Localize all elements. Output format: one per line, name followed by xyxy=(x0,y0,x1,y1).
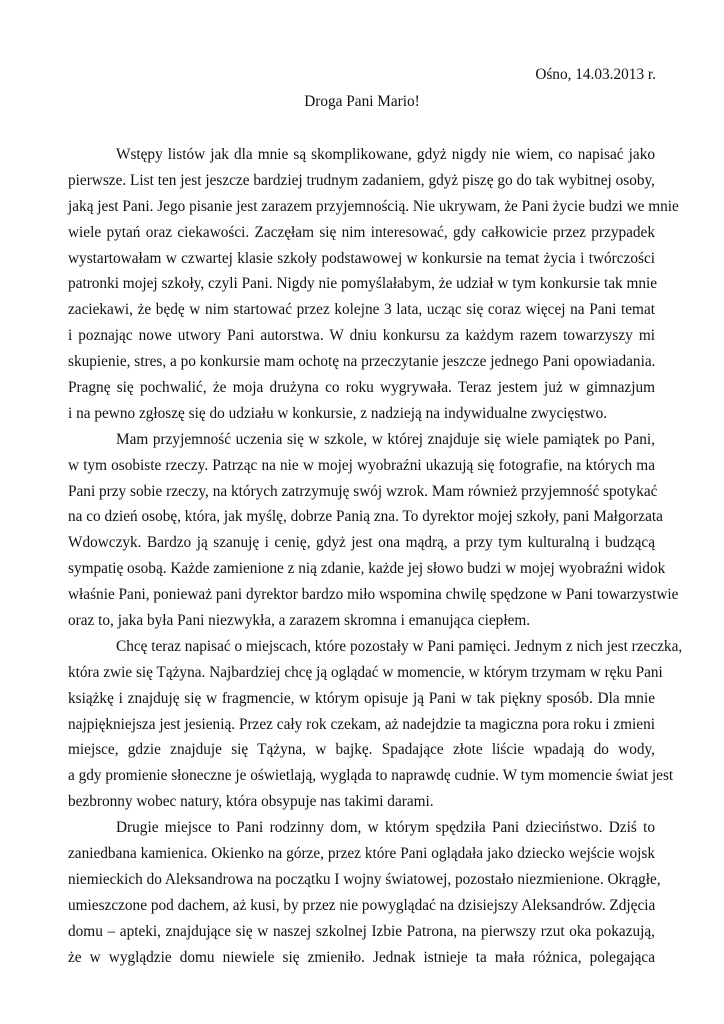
text-line: wystartowałam w czwartej klasie szkoły podstawowej w konkursie na temat życia i twórczości xyxy=(68,249,655,267)
text-line: jaką jest Pani. Jego pisanie jest zarazem przyjemnością. Nie ukrywam, że Pani życie budzi we mnie xyxy=(68,197,679,215)
text-line: że w wyglądzie domu niewiele się zmieniło. Jednak istnieje ta mała różnica, polegająca xyxy=(68,948,655,966)
text-line: skupienie, stres, a po konkursie mam ochotę na przeczytanie jeszcze jednego Pani opowiadania. xyxy=(68,353,656,371)
text-line: Pani przy sobie rzeczy, na których zatrzymuję swój wzrok. Mam również przyjemność spotykać xyxy=(68,482,658,500)
text-line: niemieckich do Aleksandrowa na początku I wojny światowej, pozostało niezmienione. Okrągłe, xyxy=(68,870,661,888)
text-line: bezbronny wobec natury, która obsypuje nas takimi darami. xyxy=(68,793,434,811)
paragraph xyxy=(68,634,683,815)
paragraph xyxy=(68,815,661,970)
text-line: książkę i znajduję się w fragmencie, w którym opisuje ją Pani w tak piękny sposób. Dla mnie xyxy=(68,689,655,707)
salutation: Droga Pani Mario! xyxy=(304,93,420,110)
text-line: sympatię osobą. Każde zamienione z nią zdanie, każde jej słowo budzi w mojej wyobraźni widok xyxy=(68,560,666,578)
text-line: która zwie się Tążyna. Najbardziej chcę ją oglądać w momencie, w którym trzymam w ręku Pani xyxy=(68,663,663,681)
text-line: pierwsze. List ten jest jeszcze bardziej trudnym zadaniem, gdyż piszę go do tak wybitnej osoby, xyxy=(68,171,655,189)
text-line: umieszczone pod dachem, aż kusi, by przez nie powyglądać na dzisiejszy Aleksandrów. Zdjęcia xyxy=(68,896,656,914)
text-line: Wstępy listów jak dla mnie są skomplikowane, gdyż nigdy nie wiem, co napisać jako xyxy=(116,146,655,163)
text-line: zaciekawi, że będę w nim startować przez kolejne 3 lata, ucząc się coraz więcej na Pani temat xyxy=(68,301,655,319)
text-line: wiele pytań oraz ciekawości. Zaczęłam się nim interesować, gdy całkowicie przez przypadek xyxy=(68,223,655,241)
letter-body xyxy=(68,142,683,971)
text-line: a gdy promienie słoneczne je oświetlają, wygląda to naprawdę cudnie. W tym momencie świat jest xyxy=(68,767,674,785)
text-line: w tym osobiste rzeczy. Patrząc na nie w mojej wyobraźni ukazują się fotografie, na których ma xyxy=(68,456,655,474)
text-line: najpiękniejsza jest jesienią. Przez cały rok czekam, aż nadejdzie ta magiczna pora roku i zmieni xyxy=(68,715,655,733)
text-line: i na pewno zgłoszę się do udziału w konkursie, z nadzieją na indywidualne zwycięstwo. xyxy=(68,404,608,422)
text-line: patronki mojej szkoły, czyli Pani. Nigdy nie pomyślałabym, że udział w tym konkursie tak mnie xyxy=(68,275,658,293)
text-line: właśnie Pani, ponieważ pani dyrektor bardzo miło wspomina chwilę spędzone w Pani towarzystwie xyxy=(68,586,679,604)
text-line: domu – apteki, znajdujące się w naszej szkolnej Izbie Patrona, na pierwszy rzut oka pokazują, xyxy=(68,922,655,940)
text-line: i poznając nowe utwory Pani autorstwa. W dniu konkursu za każdym razem towarzyszy mi xyxy=(68,327,655,345)
text-line: miejsce, gdzie znajduje się Tążyna, w bajkę. Spadające złote liście wpadają do wody, xyxy=(68,741,655,759)
text-line: na co dzień osobę, która, jak myślę, dobrze Panią zna. To dyrektor mojej szkoły, pani Małgorzata xyxy=(68,508,663,526)
text-line: zaniedbana kamienica. Okienko na górze, przez które Pani oglądała jako dziecko wejście wojsk xyxy=(68,845,655,863)
text-line: Drugie miejsce to Pani rodzinny dom, w którym spędziła Pani dzieciństwo. Dziś to xyxy=(116,819,655,837)
text-line: Mam przyjemność uczenia się w szkole, w której znajduje się wiele pamiątek po Pani, xyxy=(116,430,655,448)
text-line: Pragnę się pochwalić, że moja drużyna co roku wygrywała. Teraz jestem już w gimnazjum xyxy=(68,379,655,397)
text-line: Chcę teraz napisać o miejscach, które pozostały w Pani pamięci. Jednym z nich jest rzeczka, xyxy=(116,637,683,655)
paragraph xyxy=(68,142,679,427)
place-and-date: Ośno, 14.03.2013 r. xyxy=(535,66,656,83)
paragraph xyxy=(68,427,679,634)
text-line: Wdowczyk. Bardzo ją szanuję i cenię, gdyż jest ona mądrą, a przy tym kulturalną i budzącą xyxy=(68,534,655,552)
text-line: oraz to, jaka była Pani niezwykła, a zarazem skromna i emanująca ciepłem. xyxy=(68,612,531,630)
